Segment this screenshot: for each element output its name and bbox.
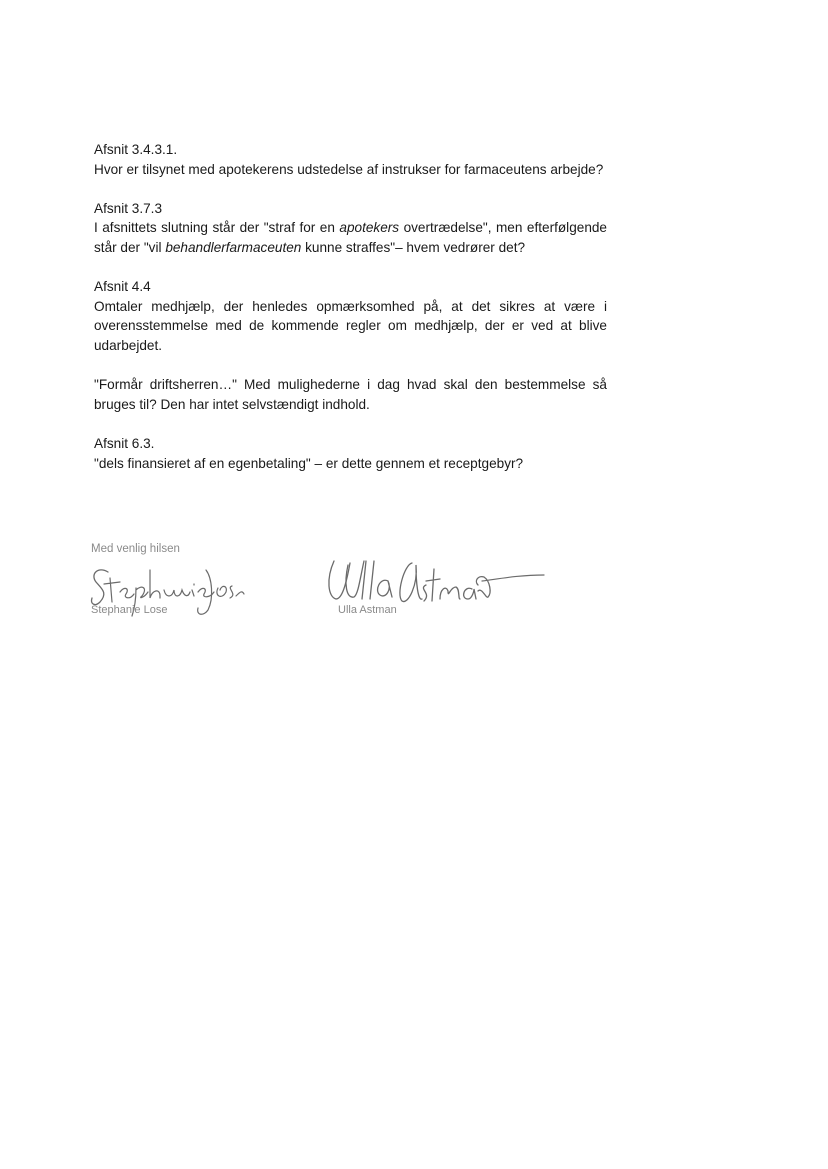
section-heading: Afsnit 3.7.3 (94, 200, 163, 216)
section-heading: Afsnit 3.4.3.1. (94, 142, 178, 157)
section-3-4-3-1 (94, 140, 607, 179)
section-text: I afsnittets slutning står der "straf for en apotekers overtrædelse", men efterfølgende står der "vil behandlerfarmaceuten kunne straffes"– hvem vedrører det? (94, 220, 607, 255)
section-driftsherren (94, 375, 607, 414)
section-3-7-3 (94, 199, 607, 258)
section-4-4 (94, 277, 607, 355)
signer-name-ulla: Ulla Astman (338, 604, 397, 616)
section-text: Omtaler medhjælp, der henledes opmærksomhed på, at det sikres at være i overensstemmelse med de kommende regler om medhjælp, der er ved at blive udarbejdet. (94, 298, 607, 353)
closing-salutation: Med venlig hilsen (91, 543, 180, 555)
section-text: Hvor er tilsynet med apotekerens udstedelse af instrukser for farmaceutens arbejde? (94, 161, 604, 177)
section-text: "dels finansieret af en egenbetaling" – er dette gennem et receptgebyr? (94, 455, 524, 471)
section-heading: Afsnit 6.3. (94, 435, 155, 451)
section-heading: Afsnit 4.4 (94, 279, 151, 295)
section-6-3 (94, 434, 607, 473)
section-text: "Formår driftsherren…" Med mulighederne i dag hvad skal den bestemmelse så bruges til? Den har intet selvstændigt indhold. (94, 377, 607, 412)
signer-name-stephanie: Stephanie Lose (91, 604, 168, 616)
letter-body (94, 140, 607, 493)
